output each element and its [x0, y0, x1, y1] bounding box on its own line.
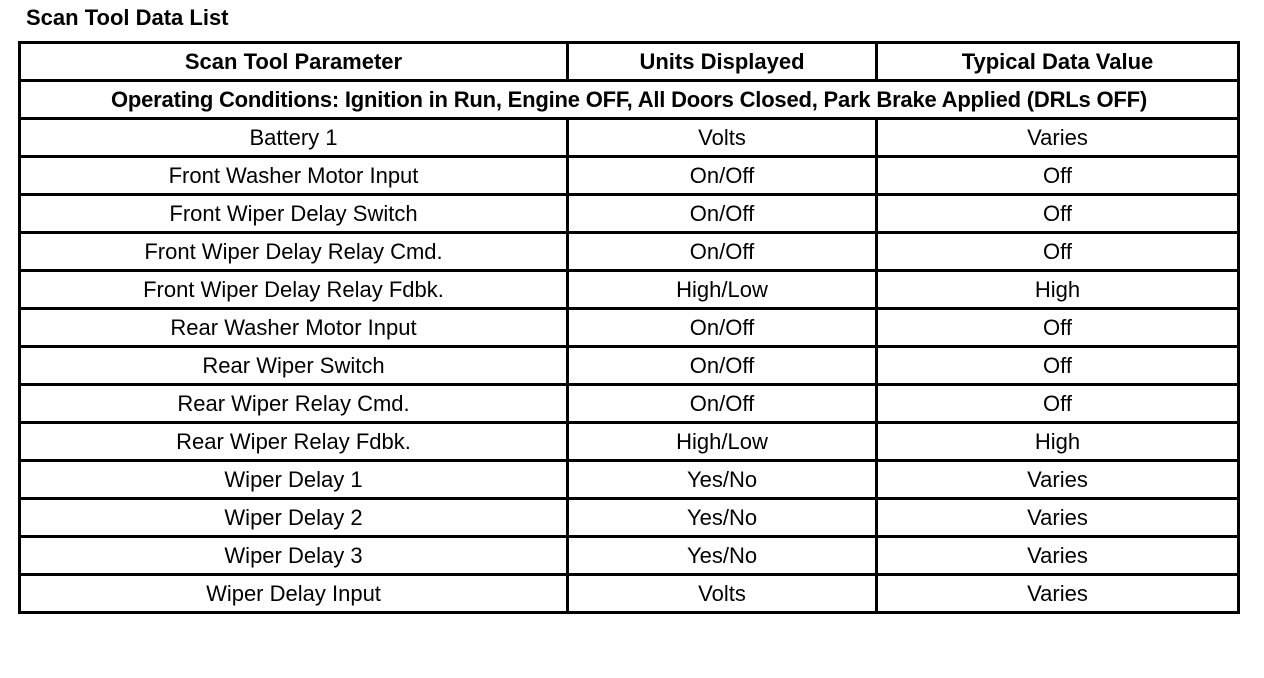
units-cell: High/Low — [568, 271, 877, 309]
parameter-cell: Rear Wiper Relay Cmd. — [20, 385, 568, 423]
value-cell: Varies — [877, 461, 1239, 499]
units-cell: On/Off — [568, 195, 877, 233]
parameter-cell: Front Wiper Delay Relay Cmd. — [20, 233, 568, 271]
parameter-cell: Battery 1 — [20, 119, 568, 157]
header-units-displayed: Units Displayed — [568, 43, 877, 81]
units-cell: Yes/No — [568, 499, 877, 537]
value-cell: High — [877, 271, 1239, 309]
units-cell: High/Low — [568, 423, 877, 461]
value-cell: Varies — [877, 119, 1239, 157]
units-cell: On/Off — [568, 157, 877, 195]
table-row — [20, 119, 1239, 157]
operating-conditions-row — [20, 81, 1239, 119]
header-typical-data-value: Typical Data Value — [877, 43, 1239, 81]
table-row — [20, 537, 1239, 575]
table-row — [20, 271, 1239, 309]
parameter-cell: Front Washer Motor Input — [20, 157, 568, 195]
table-row — [20, 423, 1239, 461]
parameter-cell: Rear Wiper Relay Fdbk. — [20, 423, 568, 461]
value-cell: High — [877, 423, 1239, 461]
parameter-cell: Wiper Delay 1 — [20, 461, 568, 499]
table-row — [20, 347, 1239, 385]
value-cell: Varies — [877, 575, 1239, 613]
value-cell: Off — [877, 195, 1239, 233]
units-cell: On/Off — [568, 385, 877, 423]
value-cell: Off — [877, 385, 1239, 423]
table-row — [20, 233, 1239, 271]
parameter-cell: Wiper Delay 2 — [20, 499, 568, 537]
parameter-cell: Wiper Delay 3 — [20, 537, 568, 575]
table-row — [20, 157, 1239, 195]
parameter-cell: Wiper Delay Input — [20, 575, 568, 613]
units-cell: On/Off — [568, 347, 877, 385]
value-cell: Varies — [877, 537, 1239, 575]
table-row — [20, 575, 1239, 613]
parameter-cell: Rear Wiper Switch — [20, 347, 568, 385]
table-row — [20, 309, 1239, 347]
units-cell: On/Off — [568, 233, 877, 271]
value-cell: Off — [877, 233, 1239, 271]
units-cell: Volts — [568, 575, 877, 613]
units-cell: Volts — [568, 119, 877, 157]
scan-tool-data-table — [18, 41, 1240, 614]
value-cell: Off — [877, 309, 1239, 347]
value-cell: Off — [877, 347, 1239, 385]
parameter-cell: Front Wiper Delay Relay Fdbk. — [20, 271, 568, 309]
value-cell: Off — [877, 157, 1239, 195]
operating-conditions: Operating Conditions: Ignition in Run, Engine OFF, All Doors Closed, Park Brake Applied (DRLs OFF) — [20, 81, 1239, 119]
table-row — [20, 499, 1239, 537]
parameter-cell: Front Wiper Delay Switch — [20, 195, 568, 233]
units-cell: Yes/No — [568, 537, 877, 575]
table-row — [20, 195, 1239, 233]
header-scan-tool-parameter: Scan Tool Parameter — [20, 43, 568, 81]
value-cell: Varies — [877, 499, 1239, 537]
page-title: Scan Tool Data List — [26, 5, 229, 30]
units-cell: On/Off — [568, 309, 877, 347]
table-row — [20, 385, 1239, 423]
units-cell: Yes/No — [568, 461, 877, 499]
parameter-cell: Rear Washer Motor Input — [20, 309, 568, 347]
table-header-row — [20, 43, 1239, 81]
table-row — [20, 461, 1239, 499]
